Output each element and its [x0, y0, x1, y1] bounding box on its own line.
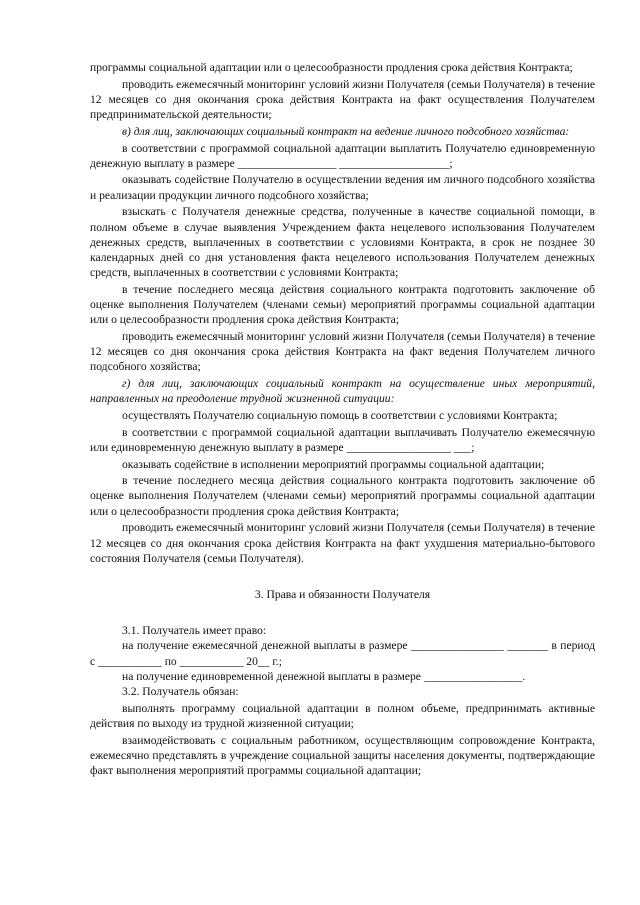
- section-heading: 3. Права и обязанности Получателя: [254, 588, 431, 601]
- paragraph: 3.2. Получатель обязан:: [122, 685, 239, 699]
- paragraph: взаимодействовать с социальным работником, осуществляющим сопровождение Контракта, ежемесячно представлять в учреждение социальной защиты населения документы, подтверждающие факт выполнения мероприятий программы социальной адаптации;: [90, 733, 595, 778]
- paragraph: оказывать содействие Получателю в осуществлении ведения им личного подсобного хозяйства и реализации продукции личного подсобного хозяйства;: [90, 173, 595, 202]
- paragraph: в течение последнего месяца действия социального контракта подготовить заключение об оценке выполнения Получателем (членами семьи) мероприятий программы социальной адаптации или о целесообразности продления срока действия Контракта;: [90, 282, 595, 327]
- paragraph: в соответствии с программой социальной адаптации выплатить Получателю единовременную денежную выплату в размере _________________ ___________________;: [90, 141, 595, 170]
- paragraph: проводить ежемесячный мониторинг условий жизни Получателя (семьи Получателя) в течение 12 месяцев со дня окончания срока действия Контракта на факт осуществления Получателем предпринимательской деятельности;: [90, 77, 595, 122]
- subsection-title: г) для лиц, заключающих социальный контракт на осуществление иных мероприятий, направленных на преодоление трудной жизненной ситуации:: [90, 377, 595, 406]
- paragraph: оказывать содействие в исполнении мероприятий программы социальной адаптации;: [122, 457, 545, 471]
- paragraph: на получение единовременной денежной выплаты в размере _________________.: [122, 669, 526, 683]
- paragraph: в течение последнего месяца действия социального контракта подготовить заключение об оценке выполнения Получателем (членами семьи) мероприятий программы социальной адаптации или о целесообразности продления срока действия Контракта;: [90, 474, 595, 518]
- paragraph: взыскать с Получателя денежные средства, полученные в качестве социальной помощи, в полном объеме в случае выявления Учреждением факта нецелевого использования Получателем денежных средств, выплаченных в соответствии с условиями Контракта, в срок не позднее 30 календарных дней со дня установления факта нецелевого использования Получателем денежных средств, выплаченных в соответствии с условиями Контракта;: [90, 205, 595, 280]
- subsection-title: в) для лиц, заключающих социальный контракт на ведение личного подсобного хозяйства:: [122, 124, 570, 138]
- paragraph: выполнять программу социальной адаптации в полном объеме, предпринимать активные действия по выходу из трудной жизненной ситуации;: [90, 701, 595, 730]
- paragraph: в соответствии с программой социальной адаптации выплачивать Получателю ежемесячную или единовременную денежную выплату в размере __________________ ___;: [90, 425, 595, 454]
- document-page: [90, 60, 595, 778]
- paragraph: на получение ежемесячной денежной выплаты в размере ________________ _______ в период с ___________ по ___________ 20__ г.;: [90, 639, 595, 668]
- paragraph: проводить ежемесячный мониторинг условий жизни Получателя (семьи Получателя) в течение 12 месяцев со дня окончания срока действия Контракта на факт ведения Получателем личного подсобного хозяйства;: [90, 329, 595, 374]
- paragraph: программы социальной адаптации или о целесообразности продления срока действия Контракта;: [90, 61, 573, 74]
- paragraph: осуществлять Получателю социальную помощь в соответствии с условиями Контракта;: [122, 408, 558, 422]
- paragraph: проводить ежемесячный мониторинг условий жизни Получателя (семьи Получателя) в течение 12 месяцев со дня окончания срока действия Контракта на факт ухудшения материально-бытового состояния Получателя (семьи Получателя).: [90, 521, 595, 565]
- paragraph: 3.1. Получатель имеет право:: [122, 624, 267, 638]
